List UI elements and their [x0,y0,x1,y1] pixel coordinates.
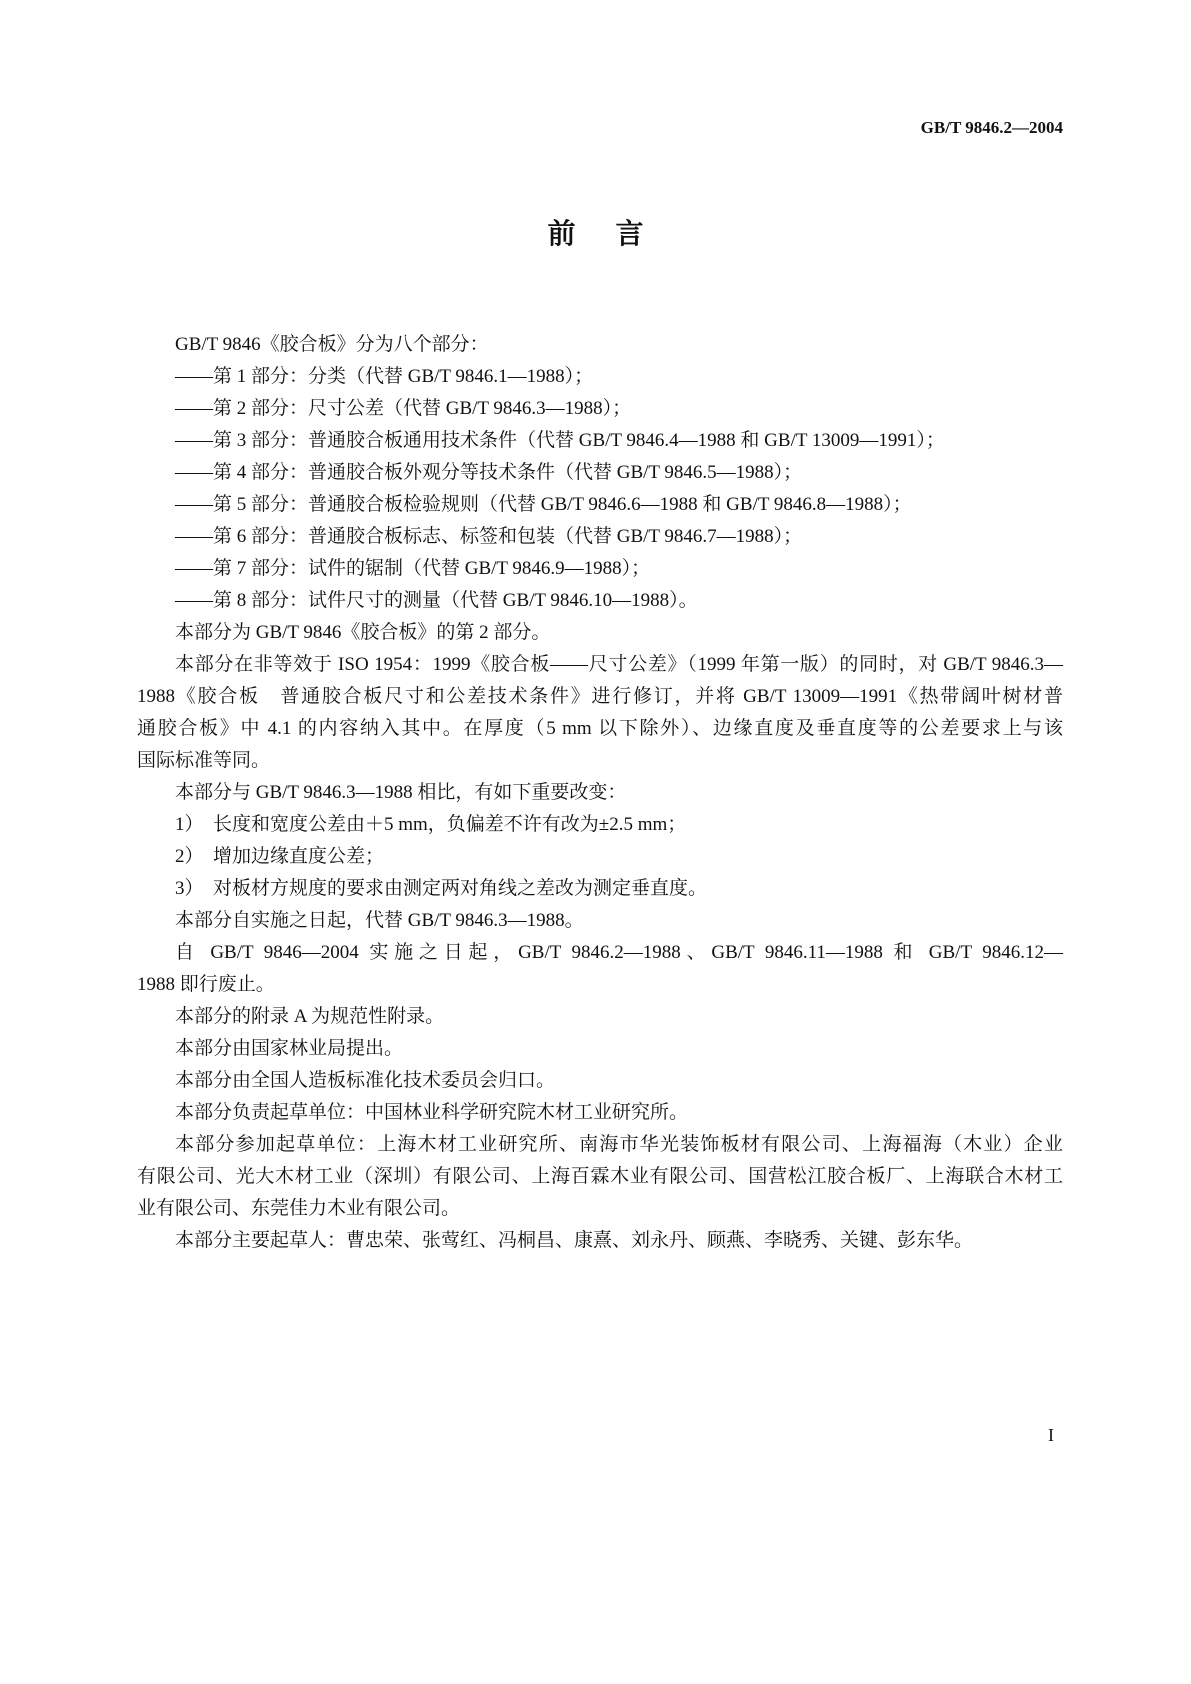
text-line: ——第 3 部分：普通胶合板通用技术条件（代替 GB/T 9846.4—1988 和 GB/T 13009—1991）； [175,430,945,451]
paragraph [137,1001,1063,1033]
text-line: 业有限公司、东莞佳力木业有限公司。 [137,1198,461,1219]
paragraph [137,617,1063,649]
text-line: ——第 1 部分：分类（代替 GB/T 9846.1—1988）； [175,366,594,387]
paragraph [137,585,1063,617]
text-line: GB/T 9846《胶合板》分为八个部分： [175,334,489,355]
text-line: 3） 对板材方规度的要求由测定两对角线之差改为测定垂直度。 [175,878,708,899]
text-line: ——第 8 部分：试件尺寸的测量（代替 GB/T 9846.10—1988）。 [175,590,698,611]
text-line: 1988 即行废止。 [137,974,275,995]
text-line: ——第 7 部分：试件的锯制（代替 GB/T 9846.9—1988）； [175,558,651,579]
paragraph [137,1129,1063,1225]
paragraph [137,841,1063,873]
text-line: 本部分为 GB/T 9846《胶合板》的第 2 部分。 [175,622,551,643]
paragraph [137,393,1063,425]
text-line: 本部分由全国人造板标准化技术委员会归口。 [175,1070,556,1091]
paragraph [137,809,1063,841]
standard-code: GB/T 9846.2—2004 [920,118,1063,137]
text-line: 有限公司、光大木材工业（深圳）有限公司、上海百霖木业有限公司、国营松江胶合板厂、上海联合木材工 [137,1166,1063,1187]
text-line: ——第 2 部分：尺寸公差（代替 GB/T 9846.3—1988）； [175,398,632,419]
paragraph [137,457,1063,489]
text-line: 1988《胶合板 普通胶合板尺寸和公差技术条件》进行修订，并将 GB/T 13009—1991《热带阔叶树材普 [137,686,1063,707]
paragraph [137,329,1063,361]
paragraph [137,873,1063,905]
paragraph [137,649,1063,777]
paragraph [137,425,1063,457]
paragraph [137,1097,1063,1129]
text-line: 1） 长度和宽度公差由＋5 mm，负偏差不许有改为±2.5 mm； [175,814,687,835]
text-line: ——第 4 部分：普通胶合板外观分等技术条件（代替 GB/T 9846.5—1988）； [175,462,803,483]
document-body [137,329,1063,1257]
text-line: 通胶合板》中 4.1 的内容纳入其中。在厚度（5 mm 以下除外）、边缘直度及垂直度等的公差要求上与该 [137,718,1063,739]
text-line: 国际标准等同。 [137,750,271,771]
page-title: 前言 [547,219,684,250]
text-line: 本部分由国家林业局提出。 [175,1038,404,1059]
text-line: 本部分自实施之日起，代替 GB/T 9846.3—1988。 [175,910,584,931]
text-line: 本部分在非等效于 ISO 1954：1999《胶合板——尺寸公差》（1999 年第一版）的同时，对 GB/T 9846.3— [175,654,1063,675]
text-line: 本部分的附录 A 为规范性附录。 [175,1006,445,1027]
paragraph [137,361,1063,393]
paragraph [137,777,1063,809]
paragraph [137,1065,1063,1097]
paragraph [137,905,1063,937]
paragraph [137,521,1063,553]
paragraph [137,1033,1063,1065]
paragraph [137,937,1063,1001]
text-line: ——第 5 部分：普通胶合板检验规则（代替 GB/T 9846.6—1988 和 GB/T 9846.8—1988）； [175,494,912,515]
text-line: ——第 6 部分：普通胶合板标志、标签和包装（代替 GB/T 9846.7—1988）； [175,526,803,547]
text-line: 本部分主要起草人：曹忠荣、张莺红、冯桐昌、康熹、刘永丹、顾燕、李晓秀、关键、彭东华。 [175,1230,974,1251]
text-line: 本部分与 GB/T 9846.3—1988 相比，有如下重要改变： [175,782,627,803]
text-line: 自 GB/T 9846—2004 实施之日起，GB/T 9846.2—1988、GB/T 9846.11—1988 和 GB/T 9846.12— [175,942,1063,963]
page-number: I [1048,1425,1054,1445]
paragraph [137,489,1063,521]
paragraph [137,553,1063,585]
paragraph [137,1225,1063,1257]
text-line: 2） 增加边缘直度公差； [175,846,385,867]
text-line: 本部分负责起草单位：中国林业科学研究院木材工业研究所。 [175,1102,689,1123]
text-line: 本部分参加起草单位：上海木材工业研究所、南海市华光装饰板材有限公司、上海福海（木业）企业 [175,1134,1063,1155]
